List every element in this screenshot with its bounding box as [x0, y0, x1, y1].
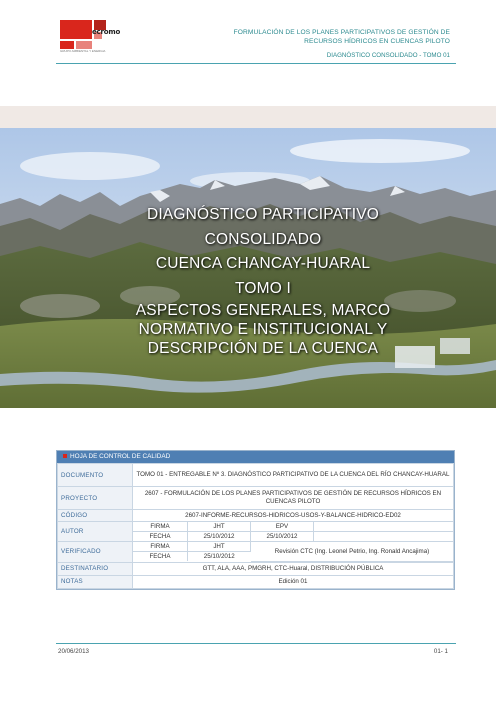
footer-page-number: 01- 1 — [433, 648, 448, 655]
cover-title-line3: CUENCA CHANCAY-HUARAL — [155, 255, 371, 272]
autor-firma-label: FIRMA — [133, 522, 188, 532]
verificado-firma: JHT — [188, 542, 251, 552]
cover-title-line2: CONSOLIDADO — [204, 230, 322, 248]
autor-firma-1: JHT — [188, 522, 251, 532]
header-title-line2: RECURSOS HÍDRICOS EN CUENCAS PILOTO — [304, 38, 450, 45]
document-header-subtitle: DIAGNÓSTICO CONSOLIDADO - TOMO 01 — [326, 52, 450, 59]
page-header — [0, 0, 496, 80]
quality-control-table — [57, 463, 454, 589]
destinatario-label: DESTINATARIO — [58, 562, 133, 575]
verificado-label: VERIFICADO — [58, 542, 133, 563]
codigo-label: CÓDIGO — [58, 510, 133, 522]
document-header-title — [150, 28, 450, 46]
autor-label: AUTOR — [58, 522, 133, 542]
table-row-destinatario — [58, 562, 454, 575]
destinatario-value: GTT, ALA, AAA, PMGRH, CTC-Huaral, DISTRIBUCIÓN PÚBLICA — [133, 562, 454, 575]
autor-fecha-1: 25/10/2012 — [188, 532, 251, 542]
footer-divider — [56, 643, 456, 644]
logo-subtext: GRUPO AMBIENTAL Y ENERGIA — [60, 49, 106, 53]
proyecto-value: 2607 - FORMULACIÓN DE LOS PLANES PARTICIPATIVOS DE GESTIÓN DE RECURSOS HÍDRICOS EN CUENCAS PILOTO — [133, 487, 454, 510]
proyecto-label: PROYECTO — [58, 487, 133, 510]
quality-control-header — [57, 451, 454, 463]
autor-fecha-2: 25/10/2012 — [251, 532, 314, 542]
table-row-autor — [58, 522, 454, 542]
bullet-icon — [63, 454, 67, 458]
table-row-notas — [58, 575, 454, 588]
cover-title-line1: DIAGNÓSTICO PARTICIPATIVO — [146, 206, 380, 223]
autor-firma-2: EPV — [251, 522, 314, 532]
cover-subtitle: ASPECTOS GENERALES, MARCO NORMATIVO E INSTITUCIONAL Y DESCRIPCIÓN DE LA CUENCA — [135, 302, 391, 357]
documento-label: DOCUMENTO — [58, 464, 133, 487]
verificado-fecha-label: FECHA — [133, 552, 188, 562]
company-logo — [60, 20, 130, 62]
header-title-line1: FORMULACIÓN DE LOS PLANES PARTICIPATIVOS DE GESTIÓN DE — [233, 29, 450, 36]
cover-title-block — [118, 203, 408, 358]
autor-fecha-label: FECHA — [133, 532, 188, 542]
table-row-codigo — [58, 510, 454, 522]
documento-value: TOMO 01 - ENTREGABLE Nº 3. DIAGNÓSTICO PARTICIPATIVO DE LA CUENCA DEL RÍO CHANCAY-HUARAL — [133, 464, 454, 487]
notas-label: NOTAS — [58, 575, 133, 588]
verificado-fecha: 25/10/2012 — [203, 553, 235, 560]
table-row-proyecto — [58, 487, 454, 510]
verificado-signature-table — [133, 542, 453, 562]
quality-control-sheet — [56, 450, 455, 590]
autor-signature-table — [133, 522, 453, 541]
quality-control-title: HOJA DE CONTROL DE CALIDAD — [70, 453, 171, 460]
footer-date: 20/06/2013 — [58, 648, 89, 655]
cover-title-line4: TOMO I — [234, 279, 292, 297]
verificado-note: Revisión CTC (Ing. Leonel Petrio, Ing. Ronald Ancajima) — [251, 542, 454, 561]
table-row-documento — [58, 464, 454, 487]
logo-brand: ecromo — [92, 28, 121, 36]
cover-top-strip — [0, 106, 496, 128]
cover-image — [0, 106, 496, 408]
notas-value: Edición 01 — [133, 575, 454, 588]
table-row-verificado — [58, 542, 454, 563]
header-divider — [56, 63, 456, 64]
verificado-firma-label: FIRMA — [133, 542, 188, 552]
codigo-value: 2607-INFORME-RECURSOS-HIDRICOS-USOS-Y-BALANCE-HIDRICO-ED02 — [133, 510, 454, 522]
